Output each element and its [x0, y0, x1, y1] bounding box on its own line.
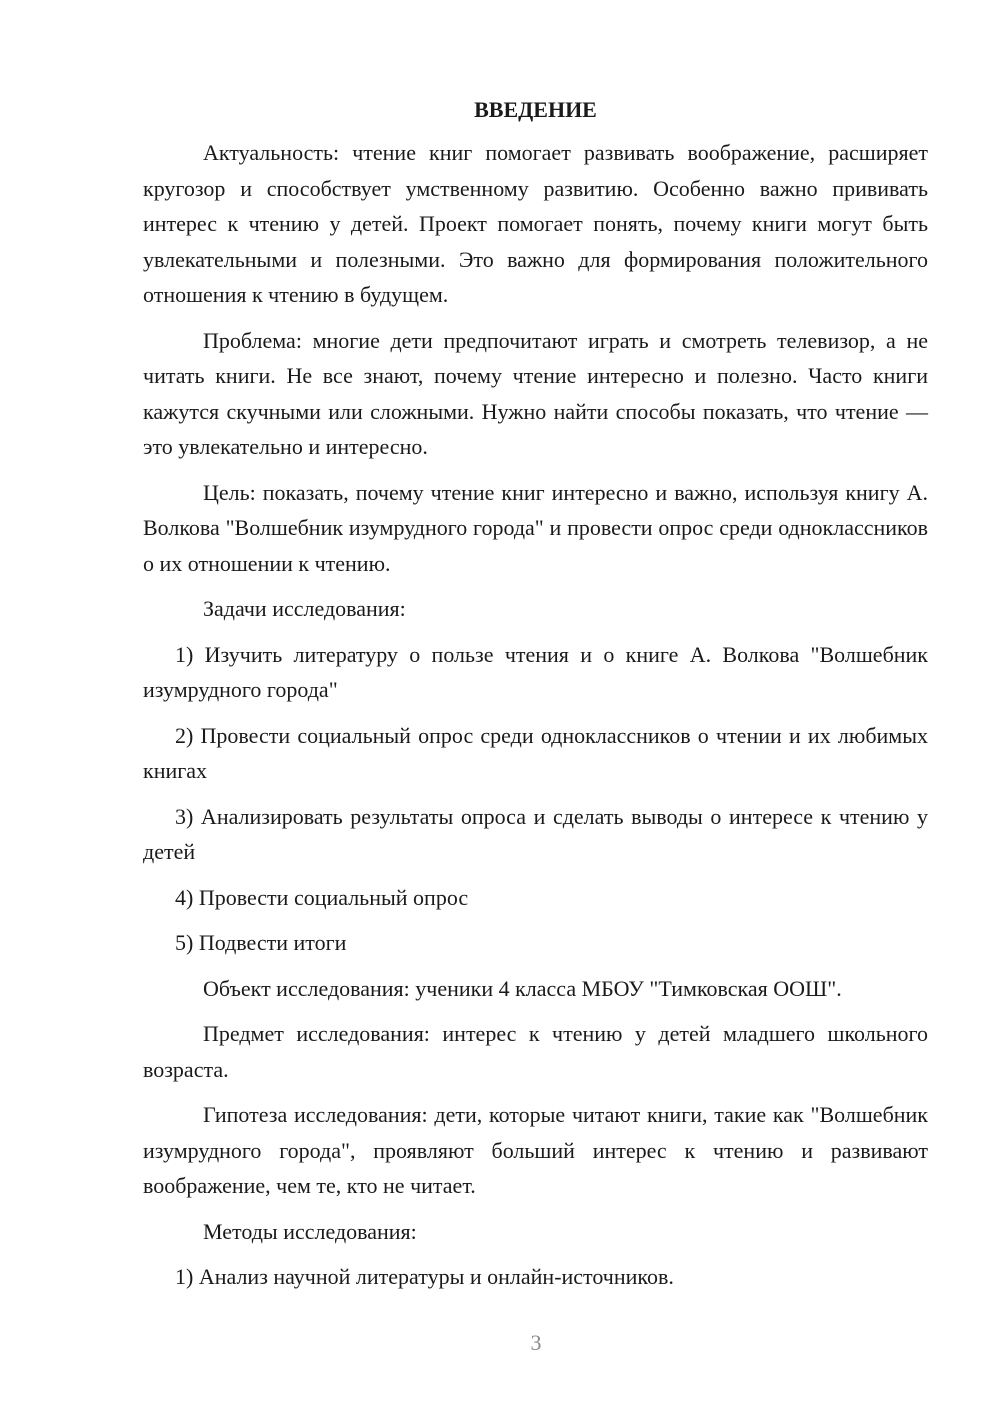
page-number: 3	[530, 1330, 542, 1355]
task-item-2: 2) Провести социальный опрос среди одноклассников о чтении и их любимых книгах	[143, 722, 928, 783]
subject-paragraph: Предмет исследования: интерес к чтению у детей младшего школьного возраста.	[143, 1021, 928, 1082]
object-paragraph: Объект исследования: ученики 4 класса МБОУ "Тимковская ООШ".	[203, 975, 842, 1001]
method-item-1: 1) Анализ научной литературы и онлайн-источников.	[175, 1264, 674, 1289]
task-item-1: 1) Изучить литературу о пользе чтения и о книге А. Волкова "Волшебник изумрудного города"	[143, 641, 928, 702]
problem-paragraph: Проблема: многие дети предпочитают играть и смотреть телевизор, а не читать книги. Не все знают, почему чтение интересно и полезно. Часто книги кажутся скучными или сложными. Нужно найти способы показать, что чтение — это увлекательно и интересно.	[143, 327, 928, 459]
task-item-5: 5) Подвести итоги	[175, 930, 347, 955]
hypothesis-paragraph: Гипотеза исследования: дети, которые читают книги, такие как "Волшебник изумрудного города", проявляют больший интерес к чтению и развивают воображение, чем те, кто не читает.	[143, 1102, 928, 1198]
goal-paragraph: Цель: показать, почему чтение книг интересно и важно, используя книгу А. Волкова "Волшебник изумрудного города" и провести опрос среди одноклассников о их отношении к чтению.	[143, 479, 928, 576]
section-title: ВВЕДЕНИЕ	[474, 97, 597, 122]
relevance-paragraph: Актуальность: чтение книг помогает развивать воображение, расширяет кругозор и способствует умственному развитию. Особенно важно прививать интерес к чтению у детей. Проект помогает понять, почему книги могут быть увлекательными и полезными. Это важно для формирования положительного отношения к чтению в будущем.	[143, 140, 928, 307]
task-item-4: 4) Провести социальный опрос	[175, 884, 469, 910]
page-content	[143, 92, 928, 1305]
methods-heading: Методы исследования:	[203, 1218, 417, 1244]
tasks-heading: Задачи исследования:	[203, 596, 406, 621]
task-item-3: 3) Анализировать результаты опроса и сделать выводы о интересе к чтению у детей	[143, 803, 928, 864]
